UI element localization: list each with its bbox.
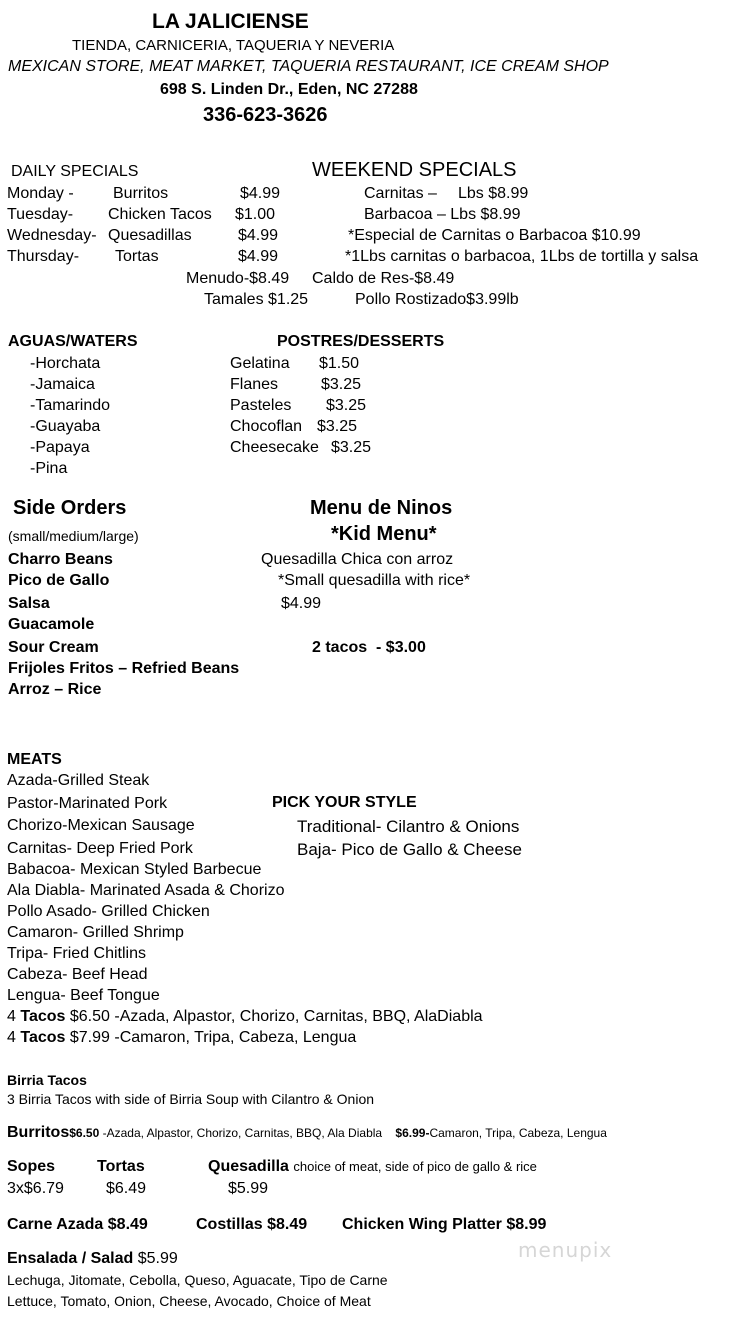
side-orders-sizes: (small/medium/large) [8, 528, 139, 544]
side-item: Frijoles Fritos – Refried Beans [8, 660, 240, 677]
meat-item: Chorizo-Mexican Sausage [7, 817, 195, 834]
agua-item: -Horchata [30, 355, 101, 372]
style-option: Baja- Pico de Gallo & Cheese [297, 840, 522, 859]
agua-item: -Guayaba [30, 418, 101, 435]
meat-item: Cabeza- Beef Head [7, 966, 148, 983]
tacos-detail: $6.50 -Azada, Alpastor, Chorizo, Carnitas, BBQ, AlaDiabla [69, 1008, 483, 1025]
postre-name: Gelatina [230, 355, 290, 372]
weekend-price: Lbs $8.99 [458, 185, 529, 202]
tamales-price: Tamales $1.25 [204, 291, 309, 308]
postre-price: $3.25 [331, 439, 372, 456]
weekend-item: Carnitas – [364, 185, 437, 202]
burritos-list-1: -Azada, Alpastor, Chorizo, Carnitas, BBQ, Ala Diabla [102, 1126, 383, 1140]
menupix-watermark: menupix [518, 1238, 613, 1262]
daily-day: Tuesday- [7, 206, 74, 223]
daily-item: Quesadillas [108, 227, 192, 244]
sopes-label: Sopes [7, 1158, 56, 1175]
phone-number: 336-623-3626 [203, 104, 328, 126]
side-item: Salsa [8, 595, 50, 612]
weekend-item: *1Lbs carnitas o barbacoa, 1Lbs de tortilla y salsa [345, 248, 699, 265]
burritos-price-1: $6.50 [69, 1126, 100, 1140]
daily-price: $4.99 [240, 185, 281, 202]
kids-menu-subheading: *Kid Menu* [331, 523, 437, 545]
postre-price: $1.50 [319, 355, 360, 372]
ensalada-ingredients-es: Lechuga, Jitomate, Cebolla, Queso, Aguacate, Tipo de Carne [7, 1272, 388, 1288]
daily-item: Burritos [113, 185, 169, 202]
quesadilla-label: Quesadilla [208, 1158, 289, 1175]
meat-item: Azada-Grilled Steak [7, 772, 150, 789]
side-item: Arroz – Rice [8, 681, 102, 698]
daily-price: $4.99 [238, 227, 279, 244]
ensalada-label: Ensalada / Salad [7, 1250, 134, 1267]
tacos-detail: $7.99 -Camaron, Tripa, Cabeza, Lengua [69, 1029, 357, 1046]
ensalada-line [7, 1251, 178, 1267]
tacos-line [7, 1030, 356, 1046]
side-item: Pico de Gallo [8, 572, 110, 589]
restaurant-name: LA JALICIENSE [152, 10, 309, 33]
quesadilla-line [208, 1159, 537, 1175]
weekend-specials-heading: WEEKEND SPECIALS [312, 159, 517, 181]
tacos-qty: 4 [7, 1029, 16, 1046]
chicken-wing-price: Chicken Wing Platter $8.99 [342, 1216, 547, 1233]
agua-item: -Tamarindo [30, 397, 111, 414]
postre-price: $3.25 [321, 376, 362, 393]
sopes-price: 3x$6.79 [7, 1180, 64, 1197]
tacos-label: Tacos [20, 1008, 66, 1025]
kids-item-price: $4.99 [281, 595, 322, 612]
agua-item: -Papaya [30, 439, 90, 456]
daily-day: Thursday- [7, 248, 80, 265]
kids-item-english: *Small quesadilla with rice* [278, 572, 471, 589]
postre-price: $3.25 [326, 397, 367, 414]
birria-description: 3 Birria Tacos with side of Birria Soup with Cilantro & Onion [7, 1091, 375, 1107]
tacos-qty: 4 [7, 1008, 16, 1025]
side-item: Sour Cream [8, 639, 99, 656]
menudo-price: Menudo-$8.49 [186, 270, 290, 287]
postres-heading: POSTRES/DESSERTS [277, 333, 445, 350]
daily-specials-heading: DAILY SPECIALS [11, 163, 139, 180]
caldo-price: Caldo de Res-$8.49 [312, 270, 455, 287]
daily-item: Chicken Tacos [108, 206, 212, 223]
weekend-item: *Especial de Carnitas o Barbacoa $10.99 [348, 227, 641, 244]
meat-item: Carnitas- Deep Fried Pork [7, 840, 193, 857]
style-heading: PICK YOUR STYLE [272, 794, 417, 811]
kids-item-spanish: Quesadilla Chica con arroz [261, 551, 454, 568]
side-item: Guacamole [8, 616, 95, 633]
meat-item: Tripa- Fried Chitlins [7, 945, 146, 962]
daily-day: Wednesday- [7, 227, 97, 244]
ensalada-price: $5.99 [137, 1250, 178, 1267]
side-item: Charro Beans [8, 551, 113, 568]
postre-name: Cheesecake [230, 439, 319, 456]
quesadilla-price: $5.99 [228, 1180, 269, 1197]
burritos-label: Burritos [7, 1124, 70, 1141]
tacos-line [7, 1009, 483, 1025]
style-option: Traditional- Cilantro & Onions [297, 817, 520, 836]
burritos-price-2: $6.99- [395, 1126, 430, 1140]
meat-item: Pollo Asado- Grilled Chicken [7, 903, 210, 920]
ensalada-ingredients-en: Lettuce, Tomato, Onion, Cheese, Avocado, Choice of Meat [7, 1293, 371, 1309]
aguas-heading: AGUAS/WATERS [8, 333, 138, 350]
address: 698 S. Linden Dr., Eden, NC 27288 [160, 81, 418, 98]
costillas-price: Costillas $8.49 [196, 1216, 308, 1233]
meat-item: Ala Diabla- Marinated Asada & Chorizo [7, 882, 285, 899]
pollo-price: Pollo Rostizado$3.99lb [355, 291, 519, 308]
agua-item: -Jamaica [30, 376, 95, 393]
side-orders-heading: Side Orders [13, 497, 127, 519]
carne-azada-price: Carne Azada $8.49 [7, 1216, 148, 1233]
postre-price: $3.25 [317, 418, 358, 435]
weekend-item: Barbacoa – Lbs $8.99 [364, 206, 521, 223]
burritos-list-2: Camaron, Tripa, Cabeza, Lengua [429, 1126, 607, 1140]
subtitle-spanish: TIENDA, CARNICERIA, TAQUERIA Y NEVERIA [72, 37, 395, 54]
meat-item: Pastor-Marinated Pork [7, 795, 168, 812]
burritos-line [7, 1125, 607, 1141]
meat-item: Camaron- Grilled Shrimp [7, 924, 184, 941]
quesadilla-note: choice of meat, side of pico de gallo & rice [293, 1159, 537, 1174]
birria-heading: Birria Tacos [7, 1072, 87, 1088]
daily-day: Monday - [7, 185, 74, 202]
subtitle-english: MEXICAN STORE, MEAT MARKET, TAQUERIA RESTAURANT, ICE CREAM SHOP [8, 58, 609, 75]
postre-name: Pasteles [230, 397, 292, 414]
daily-price: $4.99 [238, 248, 279, 265]
meat-item: Babacoa- Mexican Styled Barbecue [7, 861, 262, 878]
meat-item: Lengua- Beef Tongue [7, 987, 160, 1004]
meats-heading: MEATS [7, 751, 62, 768]
agua-item: -Pina [30, 460, 68, 477]
daily-item: Tortas [115, 248, 159, 265]
tacos-label: Tacos [20, 1029, 66, 1046]
tortas-label: Tortas [97, 1158, 145, 1175]
postre-name: Flanes [230, 376, 279, 393]
daily-price: $1.00 [235, 206, 276, 223]
postre-name: Chocoflan [230, 418, 303, 435]
kids-tacos-price: 2 tacos - $3.00 [312, 639, 426, 656]
kids-menu-heading: Menu de Ninos [310, 497, 453, 519]
tortas-price: $6.49 [106, 1180, 147, 1197]
